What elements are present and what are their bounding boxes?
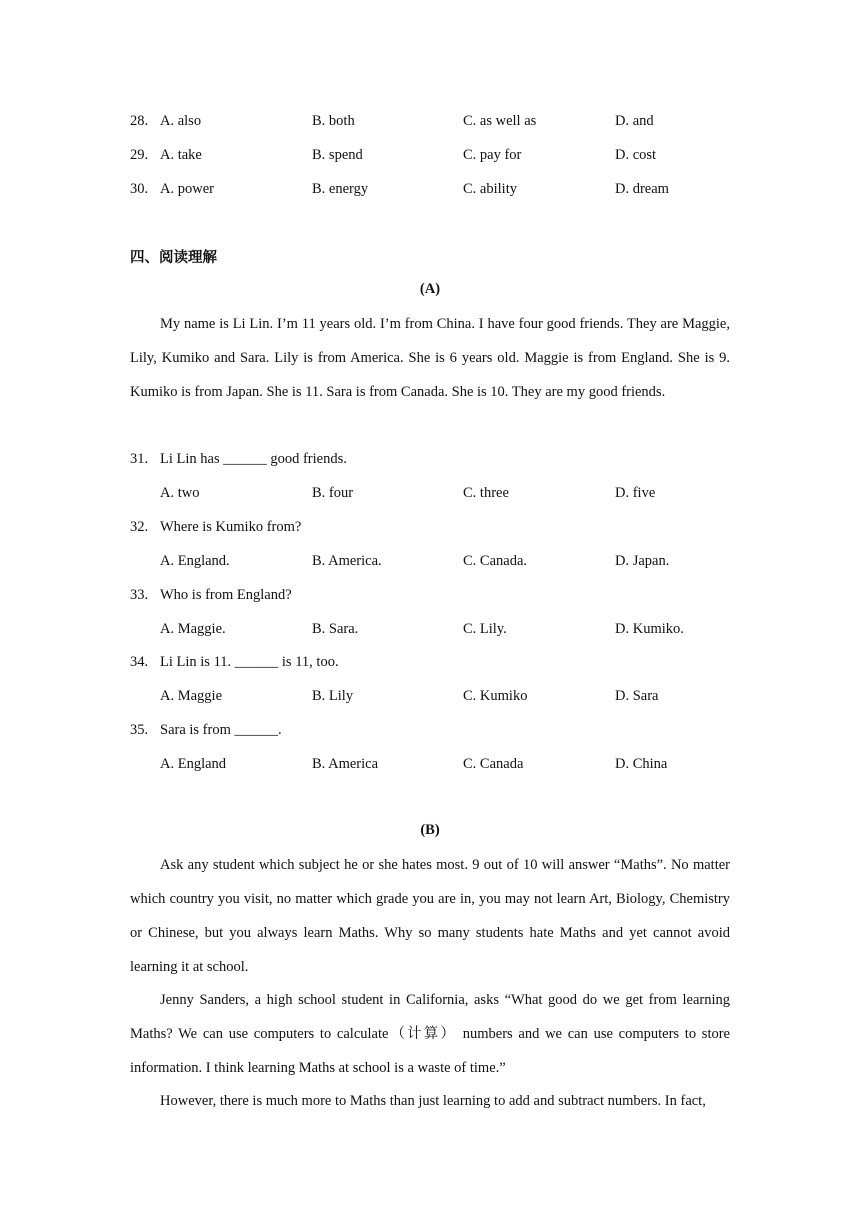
option-a: A. Maggie (160, 688, 223, 704)
question-31-options (130, 483, 730, 503)
question-35 (130, 720, 730, 740)
question-number: 31. (130, 451, 149, 467)
option-a: A. also (160, 113, 202, 129)
passage-b-paragraph: However, there is much more to Maths than just learning to add and subtract numbers. In fact, (160, 1093, 706, 1109)
question-29 (130, 145, 730, 165)
option-c: C. Canada. (463, 553, 528, 569)
option-b: B. America (312, 756, 379, 772)
option-a: A. take (160, 147, 202, 163)
option-c: C. Kumiko (463, 688, 528, 704)
option-b: B. energy (312, 181, 369, 197)
option-d: D. Sara (615, 688, 659, 704)
question-text: Li Lin has ______ good friends. (160, 451, 347, 467)
question-text: Who is from England? (160, 587, 292, 603)
question-number: 35. (130, 722, 149, 738)
passage-b-paragraph: Ask any student which subject he or she hates most. 9 out of 10 will answer “Maths”. No matter which country you visit, no matter which grade you are in, you may not learn Art, Biology, Chemistry or Chinese, but you always learn Maths. Why so many students hate Maths and yet cannot avoid learning it at school. (130, 857, 730, 975)
question-32-options (130, 551, 730, 571)
option-c: C. Lily. (463, 621, 507, 637)
question-31 (130, 449, 730, 469)
question-text: Li Lin is 11. ______ is 11, too. (160, 654, 339, 670)
option-a: A. England. (160, 553, 230, 569)
option-b: B. Lily (312, 688, 354, 704)
option-a: A. England (160, 756, 227, 772)
option-c: C. as well as (463, 113, 537, 129)
option-b: B. spend (312, 147, 363, 163)
option-b: B. both (312, 113, 355, 129)
question-33 (130, 585, 730, 605)
passage-b-title: (B) (420, 822, 440, 838)
question-text: Sara is from ______. (160, 722, 282, 738)
question-35-options (130, 754, 730, 774)
question-number: 30. (130, 181, 149, 197)
option-c: C. Canada (463, 756, 524, 772)
option-d: D. dream (615, 181, 669, 197)
option-d: D. Japan. (615, 553, 670, 569)
option-b: B. America. (312, 553, 382, 569)
passage-a-title: (A) (419, 281, 441, 297)
section-title: 四、阅读理解 (130, 250, 217, 266)
question-32 (130, 517, 730, 537)
option-b: B. Sara. (312, 621, 359, 637)
question-30 (130, 179, 730, 199)
question-34-options (130, 686, 730, 706)
option-d: D. and (615, 113, 654, 129)
question-number: 29. (130, 147, 149, 163)
question-33-options (130, 619, 730, 639)
option-d: D. Kumiko. (615, 621, 684, 637)
question-number: 34. (130, 654, 149, 670)
option-c: C. ability (463, 181, 517, 197)
option-b: B. four (312, 485, 354, 501)
passage-a-text: My name is Li Lin. I’m 11 years old. I’m from China. I have four good friends. They are Maggie, Lily, Kumiko and Sara. Lily is from America. She is 6 years old. Maggie is from England. She is 9. Kumiko is from Japan. She is 11. Sara is from Canada. She is 10. They are my good friends. (130, 316, 730, 400)
option-d: D. China (615, 756, 668, 772)
question-34 (130, 652, 730, 672)
option-d: D. five (615, 485, 656, 501)
option-a: A. two (160, 485, 200, 501)
question-text: Where is Kumiko from? (160, 519, 302, 535)
option-c: C. pay for (463, 147, 522, 163)
question-number: 28. (130, 113, 149, 129)
option-a: A. Maggie. (160, 621, 226, 637)
question-number: 32. (130, 519, 149, 535)
question-number: 33. (130, 587, 149, 603)
question-28 (130, 111, 730, 131)
option-a: A. power (160, 181, 214, 197)
option-c: C. three (463, 485, 509, 501)
passage-b-paragraph: Jenny Sanders, a high school student in California, asks “What good do we get from learning Maths? We can use computers to calculate（计算） numbers and we can use computers to store information. I think learning Maths at school is a waste of time.” (130, 992, 730, 1076)
option-d: D. cost (615, 147, 657, 163)
